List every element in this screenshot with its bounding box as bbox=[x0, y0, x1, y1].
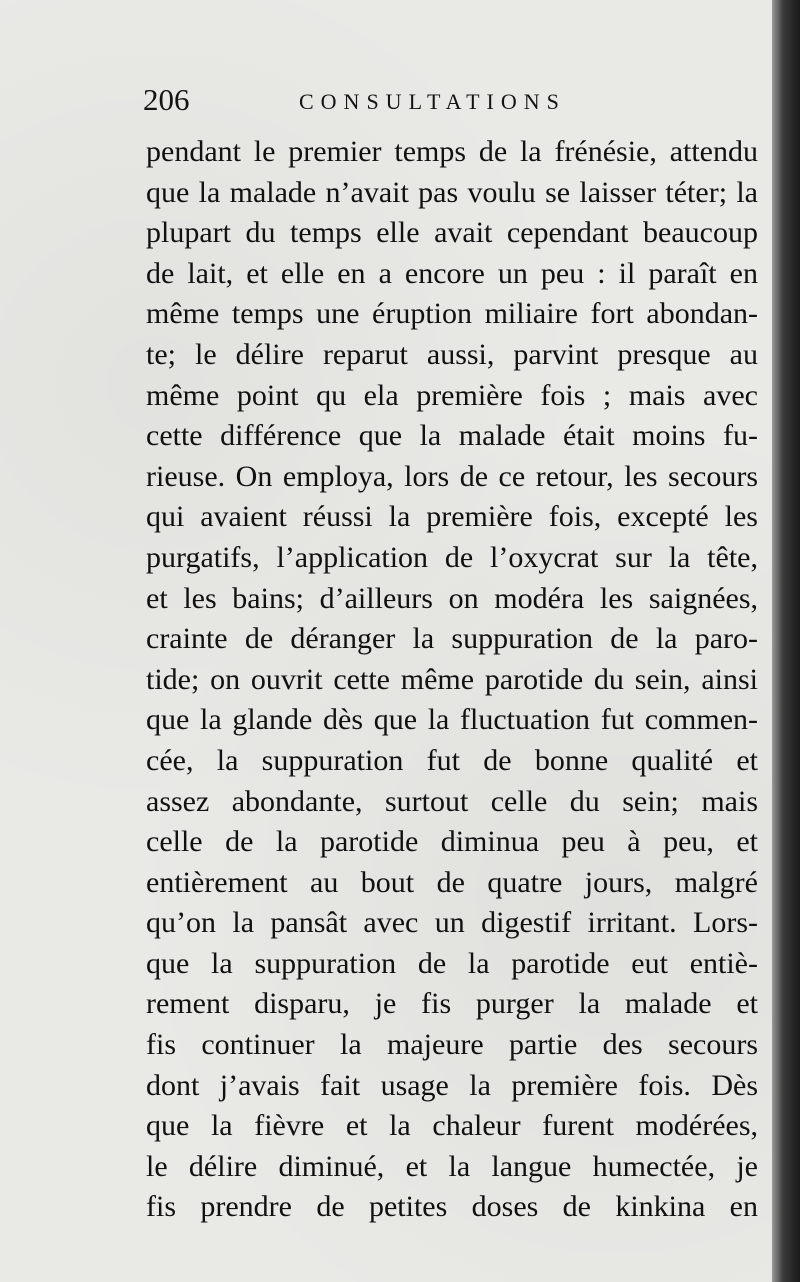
text-line: qu’on la pansât avec un digestif irritant. Lors- bbox=[146, 906, 758, 940]
text-line: assez abondante, surtout celle du sein; mais bbox=[146, 784, 758, 818]
text-line: que la malade n’avait pas voulu se laisser téter; la bbox=[146, 175, 758, 209]
text-line: cée, la suppuration fut de bonne qualité et bbox=[146, 743, 758, 777]
text-line: fis continuer la majeure partie des secours bbox=[146, 1028, 758, 1062]
text-line: fis prendre de petites doses de kinkina en bbox=[146, 1190, 758, 1224]
body-text bbox=[146, 132, 758, 1228]
page-binding-edge bbox=[772, 0, 800, 1282]
text-line: même temps une éruption miliaire fort abondan- bbox=[146, 297, 758, 331]
text-line: que la glande dès que la fluctuation fut commen- bbox=[146, 703, 758, 737]
page-number: 206 bbox=[143, 82, 190, 117]
text-line: rieuse. On employa, lors de ce retour, les secours bbox=[146, 459, 758, 493]
text-line: pendant le premier temps de la frénésie, attendu bbox=[146, 135, 758, 168]
text-line: qui avaient réussi la première fois, excepté les bbox=[146, 500, 758, 534]
text-line: tide; on ouvrit cette même parotide du sein, ainsi bbox=[146, 662, 758, 696]
text-line: et les bains; d’ailleurs on modéra les saignées, bbox=[146, 581, 758, 615]
text-line: dont j’avais fait usage la première fois. Dès bbox=[146, 1068, 758, 1102]
text-line: le délire diminué, et la langue humectée, je bbox=[146, 1149, 758, 1183]
text-line: crainte de déranger la suppuration de la paro- bbox=[146, 622, 758, 656]
text-line: que la fièvre et la chaleur furent modérées, bbox=[146, 1109, 758, 1143]
text-line: celle de la parotide diminua peu à peu, et bbox=[146, 825, 758, 859]
text-line: entièrement au bout de quatre jours, malgré bbox=[146, 865, 758, 899]
text-line: cette différence que la malade était moins fu- bbox=[146, 419, 758, 453]
text-line: que la suppuration de la parotide eut entiè- bbox=[146, 946, 758, 980]
text-line: te; le délire reparut aussi, parvint presque au bbox=[146, 337, 758, 371]
running-head bbox=[143, 80, 603, 120]
text-line: de lait, et elle en a encore un peu : il paraît en bbox=[146, 256, 758, 290]
text-line: rement disparu, je fis purger la malade et bbox=[146, 987, 758, 1021]
running-title: CONSULTATIONS bbox=[299, 89, 566, 114]
text-line: plupart du temps elle avait cependant beaucoup bbox=[146, 216, 758, 250]
text-line: même point qu ela première fois ; mais avec bbox=[146, 378, 758, 412]
text-line: purgatifs, l’application de l’oxycrat sur la tête, bbox=[146, 540, 758, 574]
